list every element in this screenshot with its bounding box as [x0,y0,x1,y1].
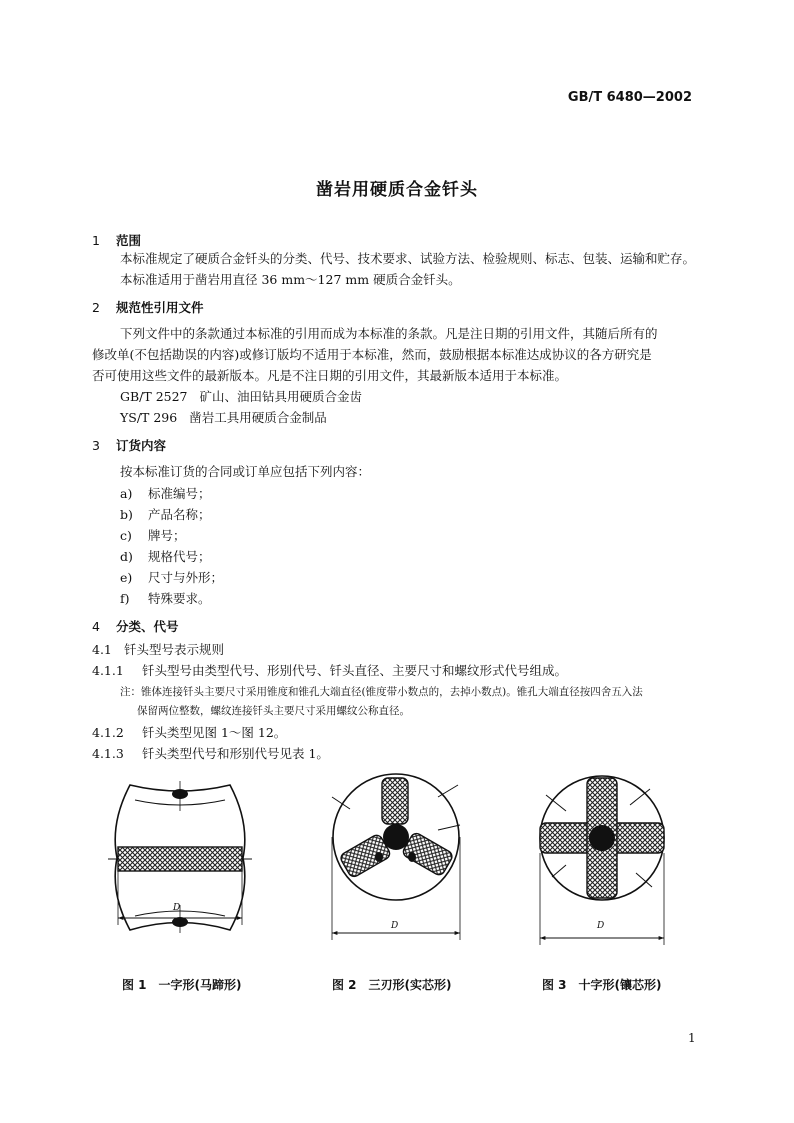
page-title: 凿岩用硬质合金钎头 [316,180,478,200]
figure-3-caption: 图 3 十字形(镶芯形) [542,978,662,992]
section-3-heading: 3 订货内容 [92,438,167,453]
figure-1-caption: 图 1 一字形(马蹄形) [122,978,242,992]
figure-1-drawing [100,775,270,925]
figure-2-caption: 图 2 三刃形(实芯形) [332,978,452,992]
reference-item: YS/T 296 凿岩工具用硬质合金制品 [120,410,327,425]
section-3-intro: 按本标准订货的合同或订单应包括下列内容： [120,464,371,479]
section-4-heading: 4 分类、代号 [92,619,179,634]
standard-number: GB/T 6480—2002 [567,90,692,105]
figure-1-dimension-label: D [173,903,181,913]
section-1-heading: 1 范围 [92,233,142,248]
reference-item: GB/T 2527 矿山、油田钻具用硬质合金齿 [120,389,363,404]
clause-4-1: 4.1 钎头型号表示规则 [92,642,225,657]
section-2-p1-line1: 下列文件中的条款通过本标准的引用而成为本标准的条款。凡是注日期的引用文件，其随后所有的 [120,326,658,341]
figure-3-dimension-label: D [597,921,605,931]
section-2-heading: 2 规范性引用文件 [92,300,204,315]
section-1-p1: 本标准规定了硬质合金钎头的分类、代号、技术要求、试验方法、检验规则、标志、包装、运输和贮存。 [120,251,696,266]
clause-4-1-2: 4.1.2 钎头类型见图 1～图 12。 [92,725,287,740]
list-item: b) 产品名称； [120,507,211,522]
figure-3-drawing [530,775,680,950]
clause-4-1-3: 4.1.3 钎头类型代号和形别代号见表 1。 [92,746,329,761]
section-1-p2: 本标准适用于凿岩用直径 36 mm～127 mm 硬质合金钎头。 [120,272,461,287]
list-item: d) 规格代号； [120,549,211,564]
clause-4-1-1: 4.1.1 钎头型号由类型代号、形别代号、钎头直径、主要尺寸和螺纹形式代号组成。 [92,663,568,678]
section-2-p1-line2: 修改单(不包括勘误的内容)或修订版均不适用于本标准，然而，鼓励根据本标准达成协议的各方研究是 [92,347,652,362]
list-item: c) 牌号； [120,528,186,543]
page-number: 1 [688,1031,696,1045]
list-item: e) 尺寸与外形； [120,570,224,585]
note-line-2: 保留两位整数，螺纹连接钎头主要尺寸采用螺纹公称直径。 [137,705,410,717]
list-item: a) 标准编号； [120,486,211,501]
figure-2-drawing [320,775,480,945]
list-item: f) 特殊要求。 [120,591,211,606]
section-2-p1-line3: 否可使用这些文件的最新版本。凡是不注日期的引用文件，其最新版本适用于本标准。 [92,368,568,383]
figure-2-dimension-label: D [391,921,399,931]
note-line-1: 注：锥体连接钎头主要尺寸采用锥度和锥孔大端直径(锥度带小数点的，去掉小数点)。锥孔大端直径按四舍五入法 [120,686,643,698]
